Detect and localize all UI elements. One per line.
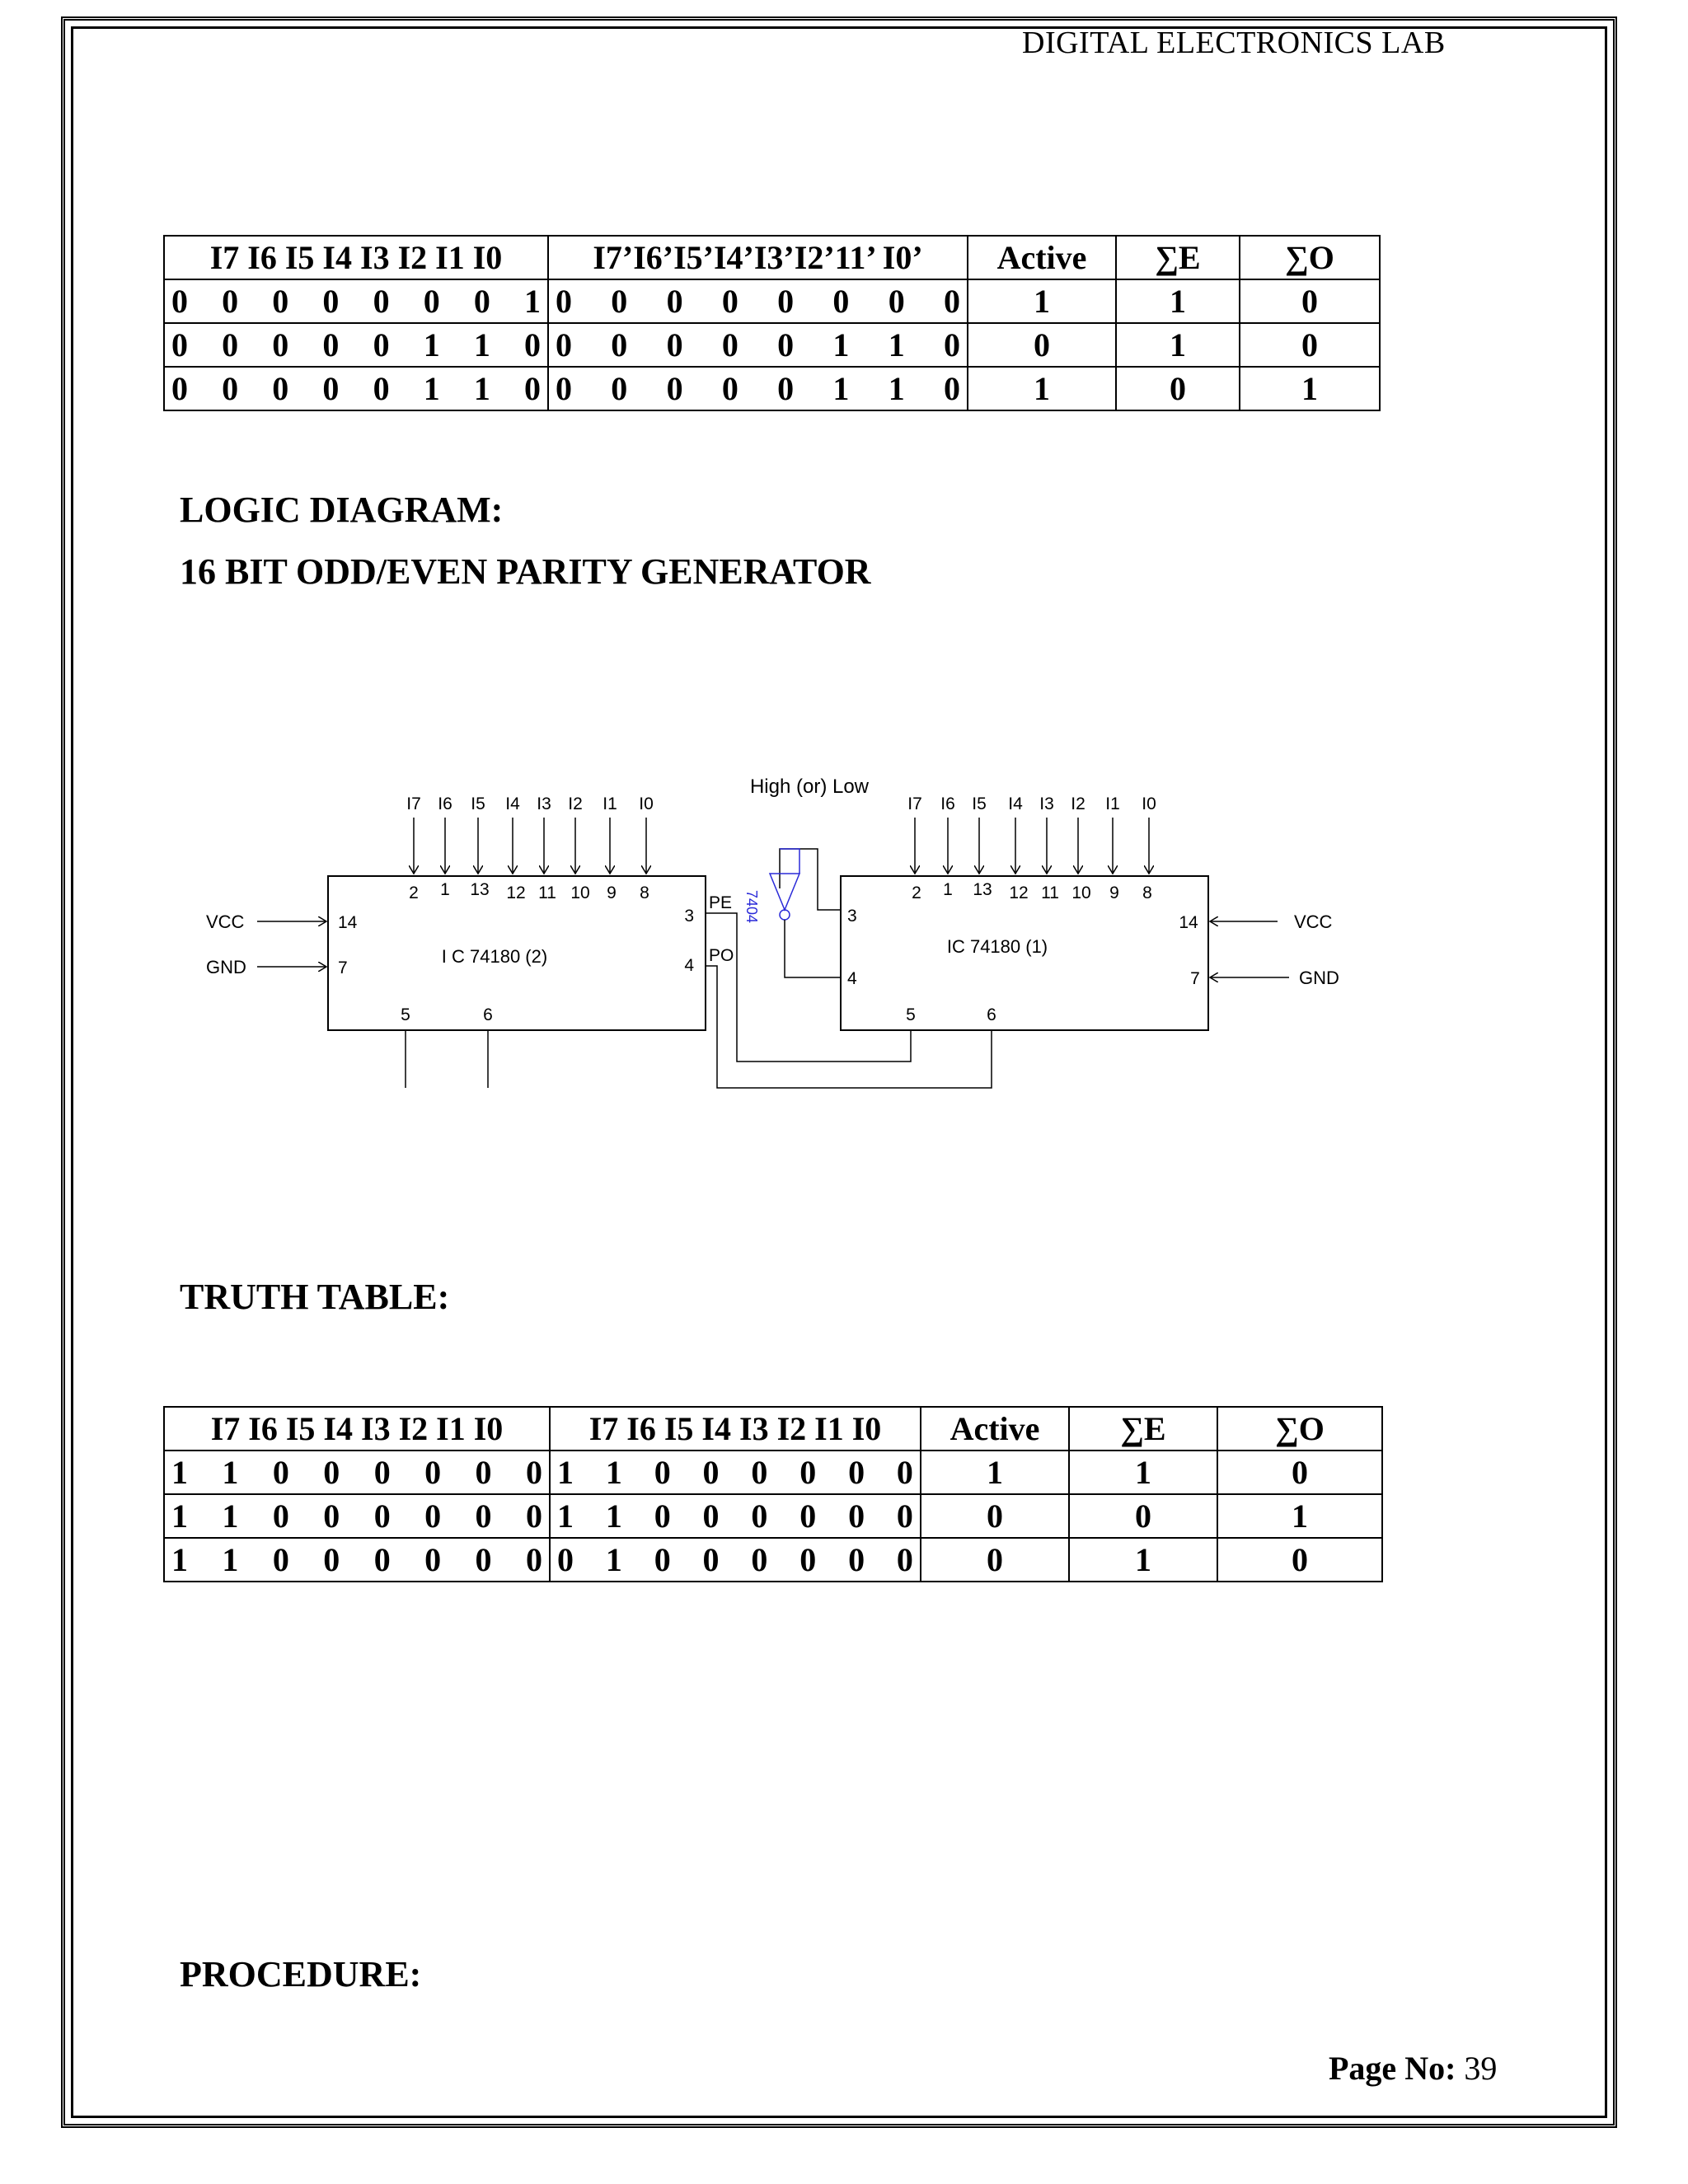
bit-value: 1 bbox=[423, 370, 440, 407]
bit-value: 1 bbox=[222, 1541, 239, 1578]
pin-number: 11 bbox=[538, 883, 556, 902]
table-row bbox=[164, 279, 1380, 323]
bit-value: 0 bbox=[943, 283, 960, 320]
bit-value: 0 bbox=[373, 1454, 391, 1491]
column-header: I7 I6 I5 I4 I3 I2 I1 I0 bbox=[550, 1407, 921, 1451]
input-label: I0 bbox=[1142, 794, 1156, 813]
bit-value: 0 bbox=[222, 370, 239, 407]
e-cell: 1 bbox=[1069, 1451, 1217, 1494]
pin-number: 4 bbox=[684, 956, 694, 975]
bit-value: 0 bbox=[777, 283, 795, 320]
left-inputs bbox=[406, 794, 654, 902]
bit-value: 1 bbox=[557, 1497, 574, 1535]
bit-value: 0 bbox=[323, 1454, 340, 1491]
o-cell: 1 bbox=[1217, 1494, 1382, 1538]
bit-value: 0 bbox=[702, 1497, 720, 1535]
bits-cell bbox=[548, 323, 968, 367]
pin-number: 4 bbox=[847, 969, 857, 988]
bit-value: 0 bbox=[373, 283, 390, 320]
input-label: I3 bbox=[537, 794, 551, 813]
inverter-7404-label: 7404 bbox=[743, 890, 760, 924]
bit-value: 0 bbox=[272, 283, 289, 320]
bit-value: 0 bbox=[556, 283, 572, 320]
bit-value: 0 bbox=[666, 370, 683, 407]
column-header: Active bbox=[921, 1407, 1069, 1451]
column-header: ∑O bbox=[1240, 236, 1380, 279]
bit-value: 1 bbox=[473, 370, 490, 407]
bit-value: 0 bbox=[272, 1454, 289, 1491]
bit-value: 0 bbox=[556, 326, 572, 363]
po-label: PO bbox=[709, 946, 734, 965]
bit-value: 1 bbox=[832, 370, 850, 407]
bits-cell bbox=[164, 1494, 550, 1538]
pin-number: 8 bbox=[1142, 883, 1152, 902]
input-label: I2 bbox=[568, 794, 583, 813]
pin-number: 2 bbox=[409, 883, 419, 902]
bits-cell bbox=[164, 1451, 550, 1494]
bit-value: 0 bbox=[272, 1497, 289, 1535]
bit-value: 1 bbox=[888, 326, 905, 363]
ic-right-label: IC 74180 (1) bbox=[946, 936, 1048, 957]
bit-value: 0 bbox=[171, 283, 188, 320]
bit-value: 1 bbox=[171, 1497, 188, 1535]
bit-value: 0 bbox=[654, 1454, 671, 1491]
table-header-row bbox=[164, 1407, 1382, 1451]
active-cell: 1 bbox=[968, 279, 1116, 323]
truth-table-2 bbox=[163, 1406, 1383, 1582]
bit-value: 0 bbox=[171, 326, 188, 363]
pin-number: 14 bbox=[1179, 913, 1198, 932]
pin-number: 11 bbox=[1041, 883, 1059, 902]
bit-value: 0 bbox=[322, 283, 340, 320]
pin-number: 10 bbox=[1071, 883, 1091, 902]
bit-value: 0 bbox=[424, 1541, 442, 1578]
ic-left-label: I C 74180 (2) bbox=[441, 946, 548, 967]
bit-value: 0 bbox=[523, 326, 541, 363]
bit-value: 0 bbox=[272, 1541, 289, 1578]
pe-label: PE bbox=[709, 893, 733, 912]
pin-number: 13 bbox=[973, 880, 992, 899]
column-header: ∑E bbox=[1116, 236, 1240, 279]
bit-value: 0 bbox=[323, 1497, 340, 1535]
bits-cell bbox=[550, 1451, 921, 1494]
column-header: ∑O bbox=[1217, 1407, 1382, 1451]
active-cell: 0 bbox=[921, 1494, 1069, 1538]
vcc-label-left: VCC bbox=[206, 912, 245, 932]
bit-value: 1 bbox=[832, 326, 850, 363]
right-inputs bbox=[907, 794, 1156, 902]
bit-value: 0 bbox=[373, 326, 390, 363]
table-row bbox=[164, 1494, 1382, 1538]
bit-value: 0 bbox=[848, 1454, 865, 1491]
bit-value: 0 bbox=[475, 1541, 492, 1578]
pin-number: 5 bbox=[906, 1005, 916, 1024]
input-label: I2 bbox=[1071, 794, 1085, 813]
gnd-label-right: GND bbox=[1299, 968, 1339, 988]
bit-value: 0 bbox=[475, 1497, 492, 1535]
bit-value: 0 bbox=[222, 283, 239, 320]
page-number-label: Page No: bbox=[1329, 2050, 1456, 2087]
bits-cell bbox=[550, 1538, 921, 1582]
bit-value: 0 bbox=[323, 1541, 340, 1578]
pin-number: 6 bbox=[987, 1005, 996, 1024]
truth-table-heading: TRUTH TABLE: bbox=[180, 1277, 450, 1317]
bits-cell bbox=[548, 279, 968, 323]
bit-value: 0 bbox=[373, 1497, 391, 1535]
pin-number: 8 bbox=[640, 883, 649, 902]
bit-value: 0 bbox=[654, 1541, 671, 1578]
bit-value: 0 bbox=[171, 370, 188, 407]
input-label: I4 bbox=[505, 794, 520, 813]
bit-value: 1 bbox=[888, 370, 905, 407]
bit-value: 0 bbox=[272, 370, 289, 407]
vcc-label-right: VCC bbox=[1294, 912, 1333, 932]
active-cell: 0 bbox=[921, 1538, 1069, 1582]
bit-value: 0 bbox=[523, 370, 541, 407]
bit-value: 0 bbox=[777, 326, 795, 363]
input-label: I5 bbox=[471, 794, 485, 813]
column-header: ∑E bbox=[1069, 1407, 1217, 1451]
bits-cell bbox=[164, 1538, 550, 1582]
bit-value: 1 bbox=[557, 1454, 574, 1491]
input-label: I7 bbox=[406, 794, 421, 813]
bits-cell bbox=[548, 367, 968, 410]
bit-value: 0 bbox=[666, 283, 683, 320]
bit-value: 0 bbox=[799, 1541, 817, 1578]
bit-value: 0 bbox=[525, 1454, 542, 1491]
bit-value: 0 bbox=[473, 283, 490, 320]
bit-value: 0 bbox=[799, 1497, 817, 1535]
input-label: I7 bbox=[907, 794, 922, 813]
bit-value: 0 bbox=[721, 326, 738, 363]
column-header: I7’I6’I5’I4’I3’I2’11’ I0’ bbox=[548, 236, 968, 279]
pin-number: 3 bbox=[847, 907, 857, 926]
parity-generator-diagram bbox=[0, 742, 1688, 1121]
column-header: Active bbox=[968, 236, 1116, 279]
bit-value: 1 bbox=[523, 283, 541, 320]
pin-number: 3 bbox=[684, 907, 694, 926]
bit-value: 0 bbox=[475, 1454, 492, 1491]
bit-value: 1 bbox=[171, 1454, 188, 1491]
bit-value: 0 bbox=[423, 283, 440, 320]
bit-value: 0 bbox=[799, 1454, 817, 1491]
bit-value: 1 bbox=[423, 326, 440, 363]
bit-value: 0 bbox=[424, 1454, 442, 1491]
input-label: I0 bbox=[639, 794, 654, 813]
bit-value: 0 bbox=[525, 1541, 542, 1578]
bit-value: 0 bbox=[373, 370, 390, 407]
table-header-row bbox=[164, 236, 1380, 279]
active-cell: 0 bbox=[968, 323, 1116, 367]
e-cell: 1 bbox=[1116, 323, 1240, 367]
diagram-title: 16 BIT ODD/EVEN PARITY GENERATOR bbox=[180, 551, 871, 592]
bit-value: 0 bbox=[654, 1497, 671, 1535]
bit-value: 0 bbox=[943, 326, 960, 363]
bits-cell bbox=[164, 279, 548, 323]
bit-value: 0 bbox=[322, 326, 340, 363]
bit-value: 0 bbox=[525, 1497, 542, 1535]
o-cell: 0 bbox=[1217, 1451, 1382, 1494]
active-cell: 1 bbox=[921, 1451, 1069, 1494]
o-cell: 0 bbox=[1240, 279, 1380, 323]
bit-value: 1 bbox=[222, 1497, 239, 1535]
e-cell: 0 bbox=[1116, 367, 1240, 410]
procedure-heading: PROCEDURE: bbox=[180, 1954, 422, 1994]
logic-diagram-heading: LOGIC DIAGRAM: bbox=[180, 490, 504, 530]
table-row bbox=[164, 1451, 1382, 1494]
input-label: I5 bbox=[972, 794, 987, 813]
bits-cell bbox=[164, 367, 548, 410]
e-cell: 0 bbox=[1069, 1494, 1217, 1538]
pin-number: 10 bbox=[570, 883, 590, 902]
truth-table-1 bbox=[163, 235, 1381, 411]
bit-value: 0 bbox=[896, 1497, 913, 1535]
bit-value: 0 bbox=[272, 326, 289, 363]
bit-value: 0 bbox=[424, 1497, 442, 1535]
pin-number: 1 bbox=[943, 880, 953, 899]
bit-value: 0 bbox=[721, 370, 738, 407]
o-cell: 0 bbox=[1240, 323, 1380, 367]
bit-value: 1 bbox=[605, 1454, 622, 1491]
bit-value: 0 bbox=[943, 370, 960, 407]
pin-number: 14 bbox=[338, 913, 358, 932]
pin-number: 5 bbox=[401, 1005, 410, 1024]
bit-value: 0 bbox=[556, 370, 572, 407]
input-label: I1 bbox=[1105, 794, 1120, 813]
input-label: I1 bbox=[603, 794, 617, 813]
pin-number: 12 bbox=[506, 883, 526, 902]
bit-value: 0 bbox=[888, 283, 905, 320]
pin-number: 6 bbox=[483, 1005, 493, 1024]
bit-value: 0 bbox=[721, 283, 738, 320]
bit-value: 1 bbox=[605, 1541, 622, 1578]
bit-value: 0 bbox=[611, 326, 628, 363]
bits-cell bbox=[164, 323, 548, 367]
pin-number: 7 bbox=[1190, 969, 1200, 988]
bit-value: 0 bbox=[777, 370, 795, 407]
e-cell: 1 bbox=[1116, 279, 1240, 323]
input-label: I3 bbox=[1039, 794, 1054, 813]
bit-value: 0 bbox=[611, 283, 628, 320]
column-header: I7 I6 I5 I4 I3 I2 I1 I0 bbox=[164, 1407, 550, 1451]
bit-value: 0 bbox=[848, 1541, 865, 1578]
table-row bbox=[164, 1538, 1382, 1582]
high-low-label: High (or) Low bbox=[749, 776, 870, 798]
header-title: DIGITAL ELECTRONICS LAB bbox=[1022, 26, 1446, 60]
bit-value: 1 bbox=[605, 1497, 622, 1535]
o-cell: 1 bbox=[1240, 367, 1380, 410]
bit-value: 0 bbox=[373, 1541, 391, 1578]
column-header: I7 I6 I5 I4 I3 I2 I1 I0 bbox=[164, 236, 548, 279]
pin-number: 12 bbox=[1009, 883, 1029, 902]
bit-value: 0 bbox=[611, 370, 628, 407]
active-cell: 1 bbox=[968, 367, 1116, 410]
pin-number: 9 bbox=[607, 883, 617, 902]
bit-value: 0 bbox=[557, 1541, 574, 1578]
pin-number: 1 bbox=[440, 880, 450, 899]
e-cell: 1 bbox=[1069, 1538, 1217, 1582]
input-label: I6 bbox=[438, 794, 452, 813]
pin-number: 9 bbox=[1109, 883, 1119, 902]
bit-value: 0 bbox=[702, 1541, 720, 1578]
page-number-value: 39 bbox=[1464, 2050, 1498, 2087]
bit-value: 0 bbox=[751, 1497, 768, 1535]
table-row bbox=[164, 323, 1380, 367]
bit-value: 0 bbox=[832, 283, 850, 320]
bit-value: 0 bbox=[896, 1541, 913, 1578]
pin-number: 13 bbox=[470, 880, 490, 899]
input-label: I6 bbox=[940, 794, 955, 813]
bit-value: 0 bbox=[751, 1541, 768, 1578]
pin-number: 7 bbox=[338, 958, 348, 977]
bit-value: 1 bbox=[222, 1454, 239, 1491]
bit-value: 0 bbox=[322, 370, 340, 407]
bit-value: 0 bbox=[666, 326, 683, 363]
page-number bbox=[1329, 2049, 1497, 2088]
input-label: I4 bbox=[1008, 794, 1023, 813]
bit-value: 0 bbox=[702, 1454, 720, 1491]
bit-value: 1 bbox=[473, 326, 490, 363]
bit-value: 0 bbox=[848, 1497, 865, 1535]
bit-value: 1 bbox=[171, 1541, 188, 1578]
pin-number: 2 bbox=[912, 883, 921, 902]
table-row bbox=[164, 367, 1380, 410]
bits-cell bbox=[550, 1494, 921, 1538]
o-cell: 0 bbox=[1217, 1538, 1382, 1582]
bit-value: 0 bbox=[222, 326, 239, 363]
gnd-label-left: GND bbox=[206, 957, 246, 977]
bit-value: 0 bbox=[751, 1454, 768, 1491]
bit-value: 0 bbox=[896, 1454, 913, 1491]
